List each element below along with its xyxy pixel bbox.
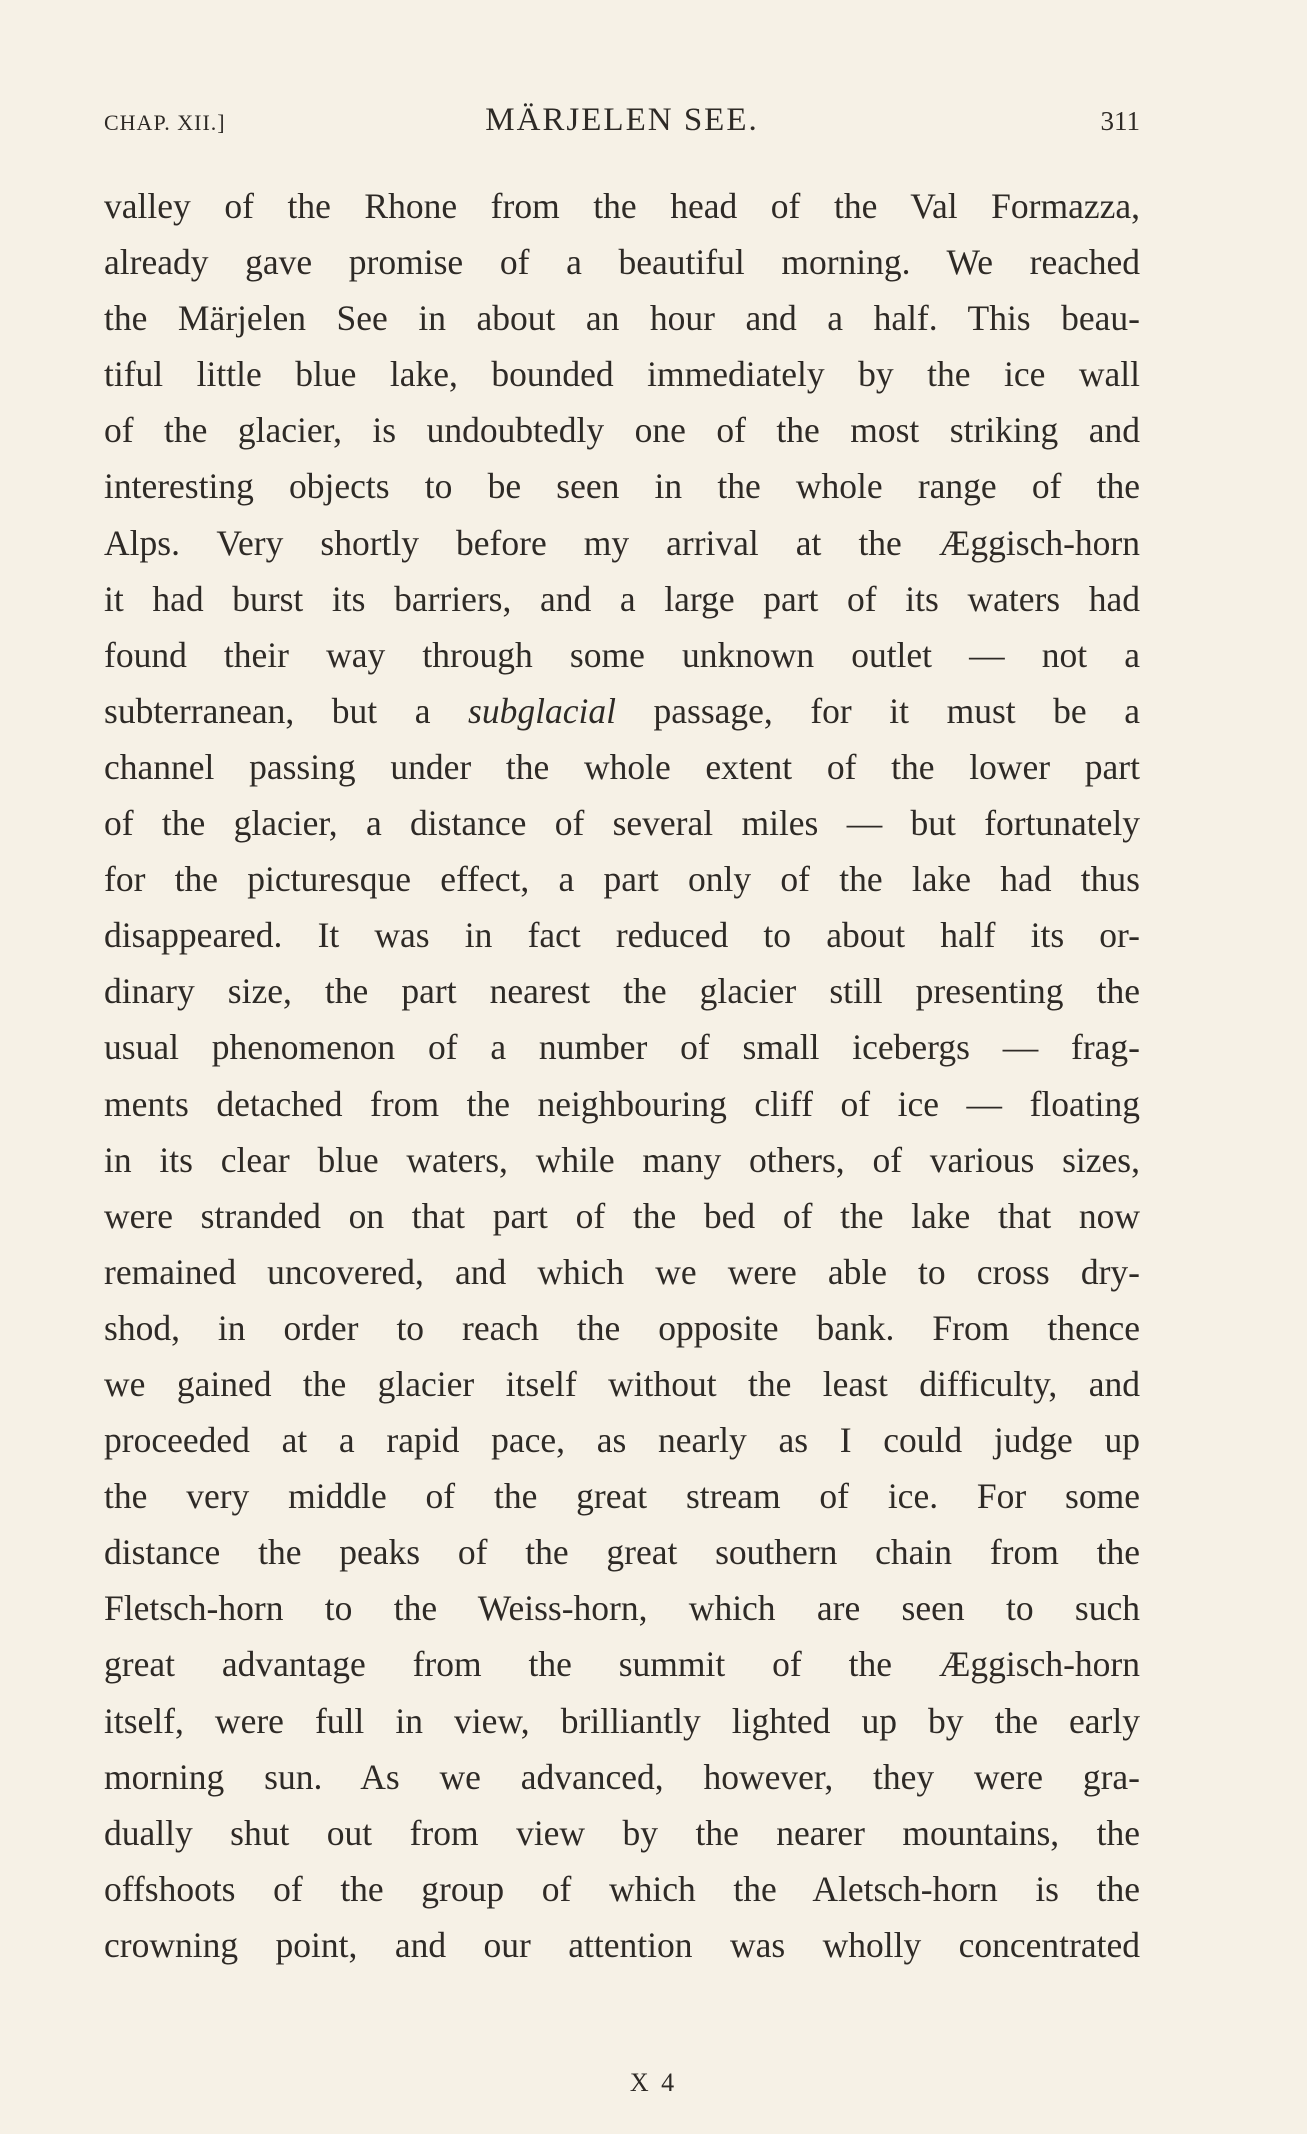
text-line: offshoots of the group of which the Aletsch-horn is the — [104, 1868, 1140, 1909]
text-line: in its clear blue waters, while many others, of various sizes, — [104, 1139, 1140, 1180]
text-line: already gave promise of a beautiful morning. We reached — [104, 242, 1140, 283]
text-line: of the glacier, is undoubtedly one of the most striking and — [104, 410, 1140, 451]
text-line: usual phenomenon of a number of small icebergs — frag- — [104, 1027, 1140, 1068]
text-line: proceeded at a rapid pace, as nearly as I could judge up — [104, 1420, 1140, 1461]
text-line: we gained the glacier itself without the least difficulty, and — [104, 1363, 1140, 1404]
text-line: ments detached from the neighbouring cliff of ice — floating — [104, 1083, 1140, 1124]
text-line: it had burst its barriers, and a large part of its waters had — [104, 578, 1140, 619]
chapter-label: CHAP. XII.] — [104, 110, 226, 135]
text-line: were stranded on that part of the bed of the lake that now — [104, 1195, 1140, 1236]
page-title: MÄRJELEN SEE. — [485, 102, 759, 138]
text-line: disappeared. It was in fact reduced to about half its or- — [104, 915, 1140, 956]
text-line: dually shut out from view by the nearer mountains, the — [104, 1812, 1140, 1853]
text-line: great advantage from the summit of the Æggisch-horn — [104, 1644, 1140, 1685]
text-line: Fletsch-horn to the Weiss-horn, which are seen to such — [104, 1588, 1140, 1629]
running-header — [104, 100, 1140, 150]
italic-word: subglacial — [468, 690, 616, 731]
text-line: the Märjelen See in about an hour and a half. This beau- — [104, 298, 1140, 339]
text-line: Alps. Very shortly before my arrival at the Æggisch-horn — [104, 522, 1140, 563]
text-segment: subterranean, but a — [104, 690, 469, 731]
text-line: crowning point, and our attention was wholly concentrated — [104, 1924, 1140, 1965]
text-line: remained uncovered, and which we were able to cross dry- — [104, 1251, 1140, 1292]
text-line: distance the peaks of the great southern chain from the — [104, 1532, 1140, 1573]
page-number: 311 — [1100, 106, 1140, 136]
text-line: of the glacier, a distance of several miles — but fortunately — [104, 803, 1140, 844]
text-line: channel passing under the whole extent of the lower part — [104, 746, 1140, 787]
text-line: morning sun. As we advanced, however, they were gra- — [104, 1756, 1140, 1797]
text-line: tiful little blue lake, bounded immediately by the ice wall — [104, 354, 1140, 395]
text-line: the very middle of the great stream of ice. For some — [104, 1476, 1140, 1517]
signature-mark: X 4 — [629, 2068, 678, 2097]
text-line: itself, were full in view, brilliantly lighted up by the early — [104, 1700, 1140, 1741]
text-line: found their way through some unknown outlet — not a — [104, 634, 1140, 675]
text-line: for the picturesque effect, a part only of the lake had thus — [104, 859, 1140, 900]
body-text — [104, 178, 1140, 1973]
text-line: interesting objects to be seen in the whole range of the — [104, 466, 1140, 507]
text-line-with-italic — [104, 683, 1140, 739]
text-segment: passage, for it must be a — [615, 690, 1141, 731]
text-line: shod, in order to reach the opposite bank. From thence — [104, 1307, 1140, 1348]
text-line: dinary size, the part nearest the glacier still presenting the — [104, 971, 1140, 1012]
text-line: valley of the Rhone from the head of the Val Formazza, — [104, 186, 1140, 226]
